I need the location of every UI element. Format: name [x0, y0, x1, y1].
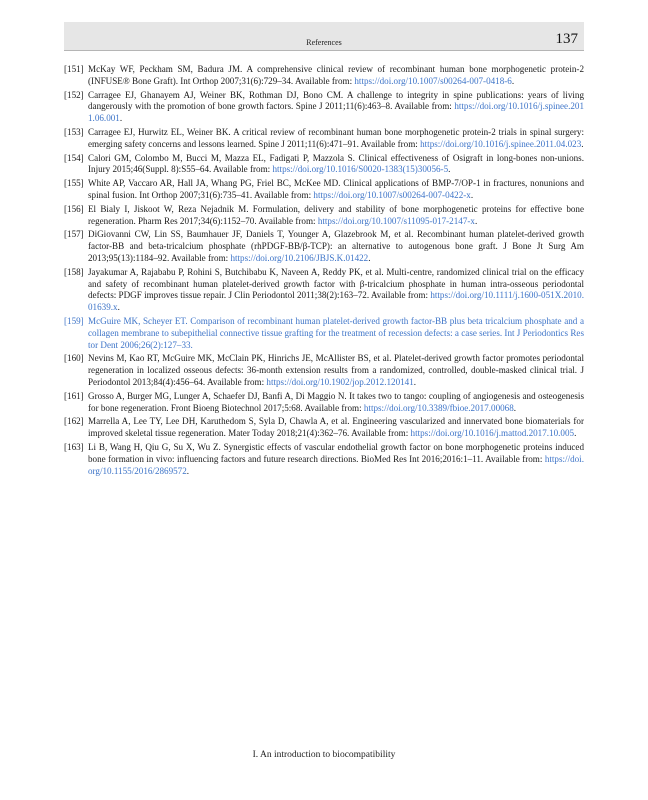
reference-number: [163]: [64, 441, 84, 452]
doi-link[interactable]: https://doi.org/10.1902/jop.2012.120141: [266, 376, 414, 387]
reference-terminator: .: [513, 402, 517, 413]
reference-entry: [64, 416, 584, 440]
reference-entry: [64, 229, 584, 264]
running-header: [64, 22, 584, 51]
reference-text: El Bialy I, Jiskoot W, Reza Nejadnik M. Formulation, delivery and stability of bone morphogenetic proteins for effective bone regeneration. Pharm Res 2017;34(6):1152–70. Available from:: [88, 203, 584, 226]
reference-entry: [64, 90, 584, 125]
reference-entry: [64, 153, 584, 177]
reference-entry: [64, 442, 584, 477]
reference-entry: [64, 267, 584, 314]
reference-terminator: .: [368, 252, 371, 263]
reference-terminator: .: [511, 75, 515, 86]
reference-list: [64, 64, 584, 479]
doi-link[interactable]: https://doi.org/10.1016/S0020-1383(15)30056-5: [272, 164, 449, 175]
reference-text: Carragee EJ, Hurwitz EL, Weiner BK. A critical review of recombinant human bone morphogenetic protein-2 trials in spinal surgery: emerging safety concerns and lessons learned. Spine J 2011;11(6):471–91. Available from:: [88, 126, 584, 149]
reference-text: McKay WF, Peckham SM, Badura JM. A comprehensive clinical review of recombinant human bone morphogenetic protein-2 (INFUSE® Bone Graft). Int Orthop 2007;31(6):729–34. Available from:: [88, 64, 584, 86]
reference-terminator: .: [117, 302, 120, 313]
page-number: 137: [555, 31, 578, 47]
reference-terminator: .: [574, 428, 577, 439]
reference-text: Carragee EJ, Ghanayem AJ, Weiner BK, Rothman DJ, Bono CM. A challenge to integrity in spine publications: years of living dangerously with the promotion of bone growth factors. Spine J 2011;11(6):463–8. Available from:: [88, 89, 584, 112]
reference-number: [160]: [64, 353, 84, 364]
doi-link[interactable]: https://doi.org/10.1007/s00264-007-0418-6: [354, 75, 512, 86]
reference-text: DiGiovanni CW, Lin SS, Baumhauer JF, Daniels T, Younger A, Glazebrook M, et al. Recombinant human platelet-derived growth factor-BB and beta-tricalcium phosphate (rhPDGF-BB/β-TCP): an alternative to autogenous bone graft. J Bone Jt Surg Am 2013;95(13):1184–92. Available from:: [88, 229, 584, 263]
reference-terminator: .: [448, 164, 451, 175]
running-title: References: [306, 38, 342, 47]
doi-link[interactable]: https://doi.org/10.1016/j.spinee.2011.04.023: [420, 138, 582, 149]
reference-number: [161]: [64, 390, 84, 401]
reference-number: [157]: [64, 229, 84, 240]
doi-link[interactable]: https://doi.org/10.1016/j.spinee.2011.06.001: [88, 101, 584, 124]
reference-number: [158]: [64, 266, 84, 277]
reference-terminator: .: [413, 376, 417, 387]
reference-terminator: .: [470, 189, 474, 200]
reference-terminator: .: [190, 339, 193, 350]
reference-text: Jayakumar A, Rajababu P, Rohini S, Butchibabu K, Naveen A, Reddy PK, et al. Multi-centre, randomized clinical trial on the efficacy and safety of recombinant human platelet-derived growth factor with β-tricalcium phosphate in human intra-osseous periodontal defects: PDGF improves tissue repair. J Clin Periodontol 2011;38(2):163–72. Available from:: [88, 266, 584, 301]
reference-entry: [64, 178, 584, 202]
reference-entry: [64, 204, 584, 228]
reference-text: Li B, Wang H, Qiu G, Su X, Wu Z. Synergistic effects of vascular endothelial growth factor on bone morphogenetic proteins induced bone formation in vivo: influencing factors and future research directions. BioMed Res Int 2016;2016:1–11. Available from:: [88, 441, 584, 464]
reference-text: Nevins M, Kao RT, McGuire MK, McClain PK, Hinrichs JE, McAllister BS, et al. Platelet-derived growth factor promotes periodontal regeneration in localized osseous defects: 36-month extension results from a randomized, controlled, double-masked clinical trial. J Periodontol 2013;84(4):456–64. Available from:: [88, 353, 584, 387]
reference-number: [153]: [64, 126, 84, 137]
reference-entry: [64, 64, 584, 88]
doi-link[interactable]: https://doi.org/10.1007/s11095-017-2147-x: [317, 215, 475, 226]
reference-text: Grosso A, Burger MG, Lunger A, Schaefer DJ, Banfi A, Di Maggio N. It takes two to tango: coupling of angiogenesis and osteogenesis for bone regeneration. Front Bioeng Biotechnol 2017;5:68. Available from:: [88, 390, 584, 413]
reference-entry: [64, 316, 584, 351]
reference-number: [159]: [64, 315, 84, 326]
doi-link[interactable]: McGuire MK, Scheyer ET. Comparison of recombinant human platelet-derived growth factor-BB plus beta tricalcium phosphate and a collagen membrane to subepithelial connective tissue grafting for the treatment of recession defects: a case series. Int J Periodontics Restor Dent 2006;26(2):127–33: [88, 315, 584, 350]
reference-text: Calori GM, Colombo M, Bucci M, Mazza EL, Fadigati P, Mazzola S. Clinical effectiveness of Osigraft in long-bones non-unions. Injury 2015;46(Suppl. 8):S55–64. Available from:: [88, 152, 584, 175]
doi-link[interactable]: https://doi.org/10.1007/s00264-007-0422-x: [313, 189, 471, 200]
reference-number: [155]: [64, 178, 84, 189]
reference-text: White AP, Vaccaro AR, Hall JA, Whang PG, Friel BC, McKee MD. Clinical applications of BMP-7/OP-1 in fractures, nonunions and spinal fusion. Int Orthop 2007;31(6):735–41. Available from:: [88, 178, 584, 200]
reference-entry: [64, 391, 584, 415]
reference-text: Marrella A, Lee TY, Lee DH, Karuthedom S, Syla D, Chawla A, et al. Engineering vascularized and innervated bone biomaterials for improved skeletal tissue regeneration. Mater Today 2018;21(4):362–76. Available from:: [88, 416, 584, 439]
doi-link[interactable]: https://doi.org/10.2106/JBJS.K.01422: [230, 252, 369, 263]
doi-link[interactable]: https://doi.org/10.1111/j.1600-051X.2010.01639.x: [88, 290, 584, 313]
reference-number: [151]: [64, 64, 84, 74]
doi-link[interactable]: https://doi.org/10.3389/fbioe.2017.00068: [363, 402, 514, 413]
reference-terminator: .: [119, 113, 123, 124]
reference-number: [162]: [64, 416, 84, 427]
reference-terminator: .: [581, 138, 584, 149]
reference-entry: [64, 353, 584, 388]
doi-link[interactable]: https://doi.org/10.1016/j.mattod.2017.10.005: [410, 428, 575, 439]
doi-link[interactable]: https://doi.org/10.1155/2016/2869572: [88, 453, 584, 476]
reference-entry: [64, 127, 584, 151]
reference-number: [156]: [64, 203, 84, 214]
footer-section-label: I. An introduction to biocompatibility: [252, 750, 396, 760]
reference-number: [152]: [64, 89, 84, 100]
reference-terminator: .: [474, 215, 478, 226]
reference-terminator: .: [186, 465, 190, 476]
reference-number: [154]: [64, 152, 84, 163]
